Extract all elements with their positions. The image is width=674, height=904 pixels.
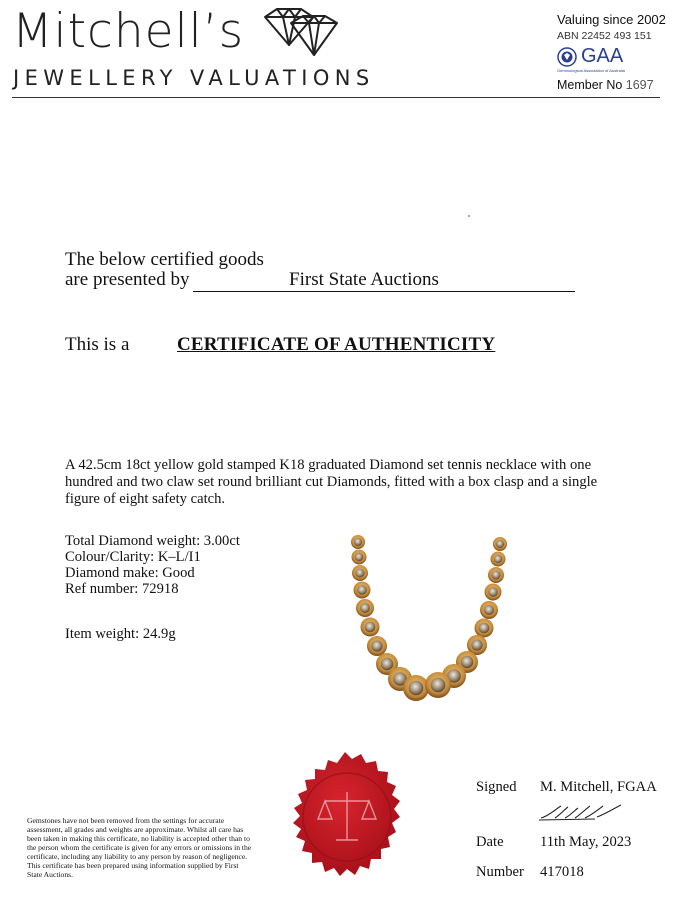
- signed-label: Signed: [476, 779, 517, 795]
- gaa-emblem-icon: [557, 47, 577, 67]
- member-value: 1697: [625, 78, 654, 92]
- brand-subtitle: JEWELLERY VALUATIONS: [13, 66, 375, 90]
- gaa-subtitle: Gemmological Association of Australia: [557, 68, 625, 73]
- presenter-name: First State Auctions: [193, 269, 575, 292]
- certificate-title: CERTIFICATE OF AUTHENTICITY: [177, 334, 496, 355]
- wax-seal-icon: [270, 737, 420, 887]
- header-divider: [12, 97, 660, 98]
- spec-diamond-make: Diamond make: Good: [65, 565, 195, 581]
- item-description: A 42.5cm 18ct yellow gold stamped K18 graduated Diamond set tennis necklace with one hundred and two claw set round brilliant cut Diamonds, fitted with a box clasp and a single figure of eight safety catch.: [65, 457, 598, 507]
- valuing-since: Valuing since 2002: [557, 12, 666, 27]
- number-value: 417018: [540, 864, 584, 880]
- diamond-logo-icon: [263, 7, 341, 59]
- spec-colour-clarity: Colour/Clarity: K–L/I1: [65, 549, 201, 565]
- intro-line1: The below certified goods: [65, 249, 264, 270]
- abn-number: ABN 22452 493 151: [557, 30, 652, 42]
- signed-value: M. Mitchell, FGAA: [540, 779, 657, 795]
- certificate-prefix: This is a: [65, 334, 130, 355]
- brand-name: Mitchell’s: [12, 4, 245, 59]
- gaa-text: GAA: [581, 45, 624, 67]
- date-label: Date: [476, 834, 504, 850]
- spec-ref-number: Ref number: 72918: [65, 581, 179, 597]
- spec-item-weight: Item weight: 24.9g: [65, 626, 176, 642]
- spec-diamond-weight: Total Diamond weight: 3.00ct: [65, 533, 240, 549]
- number-label: Number: [476, 864, 524, 880]
- intro-line2: are presented by: [65, 269, 190, 290]
- speck: [468, 215, 470, 217]
- date-value: 11th May, 2023: [540, 834, 632, 850]
- member-number: [557, 78, 654, 92]
- necklace-photo: [330, 530, 530, 710]
- signature-mark: [535, 800, 630, 824]
- member-label: Member No: [557, 78, 623, 92]
- disclaimer-text: Gemstones have not been removed from the settings for accurate assessment, all grades and weights are approximate. Whilst all care has been taken in making this certificate, no liability is accepted other than to the person whom the certificate is given for any errors or omissions in the certificate, including any liability to any person by reason of negligence. This certificate has been prepared using information supplied by First State Auctions.: [27, 816, 252, 879]
- necklace-links: [351, 535, 507, 701]
